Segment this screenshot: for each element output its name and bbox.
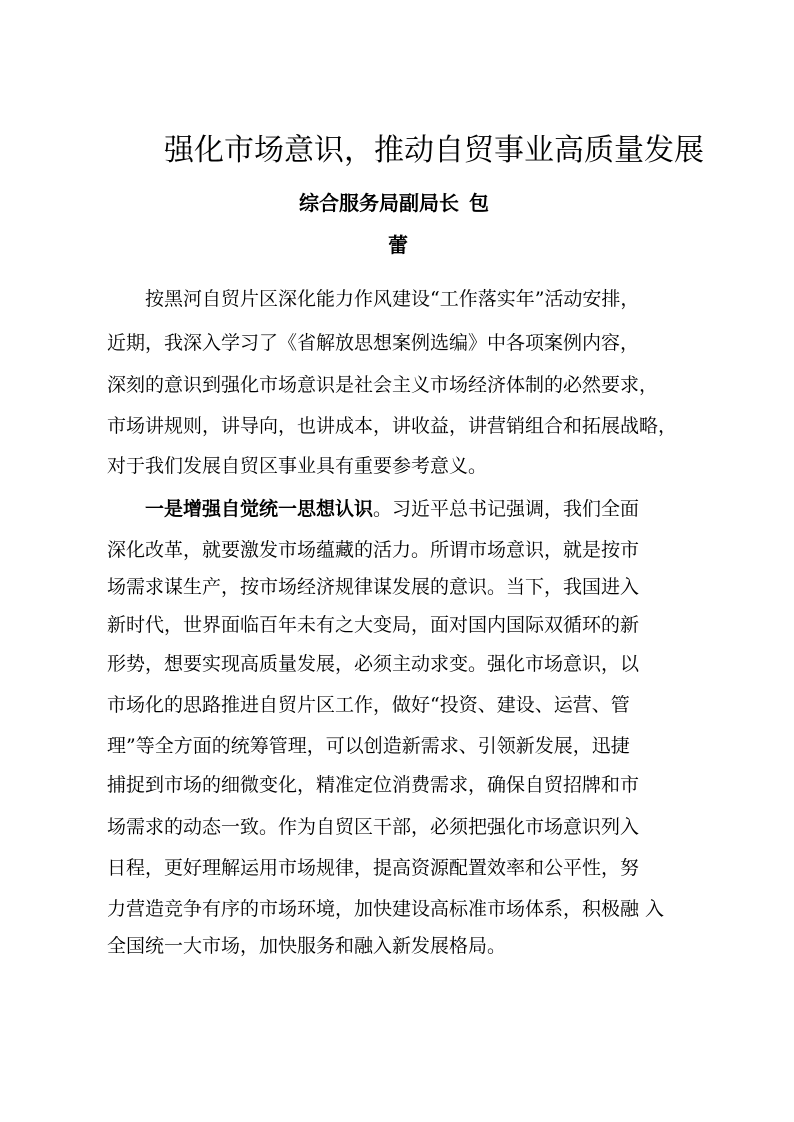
- paragraph2-first-line: [145, 500, 639, 519]
- paragraph2-heading: 一是增强自觉统一思想认识: [145, 498, 374, 520]
- paragraph2-line: 新时代，世界面临百年未有之大变局，面对国内国际双循环的新: [107, 614, 640, 636]
- document-title: 强化市场意识，推动自贸事业高质量发展: [164, 133, 704, 168]
- author-name-first: 包: [469, 191, 489, 215]
- author-position: 综合服务局副局长: [299, 191, 459, 215]
- paragraph2-line: 市场化的思路推进自贸片区工作，做好“投资、建设、运营、管: [107, 694, 630, 716]
- paragraph2-line: 场需求的动态一致。作为自贸区干部，必须把强化市场意识列入: [107, 816, 640, 838]
- paragraph1-line: 对于我们发展自贸区事业具有重要参考意义。: [107, 455, 488, 477]
- paragraph2-line: 形势，想要实现高质量发展，必须主动求变。强化市场意识，以: [107, 653, 640, 675]
- paragraph2-first-line-rest: 。习近平总书记强调，我们全面: [373, 498, 640, 520]
- paragraph1-line: 按黑河自贸片区深化能力作风建设“工作落实年”活动安排，: [145, 288, 640, 310]
- paragraph1-line: 深刻的意识到强化市场意识是社会主义市场经济体制的必然要求，: [107, 374, 659, 396]
- paragraph2-line: 力营造竞争有序的市场环境，加快建设高标准市场体系，积极融 入: [107, 898, 665, 920]
- author-line: [299, 193, 489, 213]
- paragraph2-line: 日程，更好理解运用市场规律，提高资源配置效率和公平性，努: [107, 857, 640, 879]
- paragraph2-line: 全国统一大市场，加快服务和融入新发展格局。: [107, 935, 507, 957]
- paragraph2-line: 捕捉到市场的细微变化，精准定位消费需求，确保自贸招牌和市: [107, 774, 640, 796]
- paragraph1-line: 近期，我深入学习了《省解放思想案例选编》中各项案例内容，: [107, 332, 640, 354]
- paragraph2-line: 理”等全方面的统筹管理，可以创造新需求、引领新发展，迅捷: [107, 735, 630, 757]
- paragraph1-line: 市场讲规则，讲导向，也讲成本，讲收益，讲营销组合和拓展战略，: [107, 415, 678, 437]
- paragraph2-line: 场需求谋生产，按市场经济规律谋发展的意识。当下，我国进入: [107, 576, 640, 598]
- paragraph2-line: 深化改革，就要激发市场蕴藏的活力。所谓市场意识，就是按市: [107, 539, 640, 561]
- author-name-second: 蕾: [388, 233, 408, 257]
